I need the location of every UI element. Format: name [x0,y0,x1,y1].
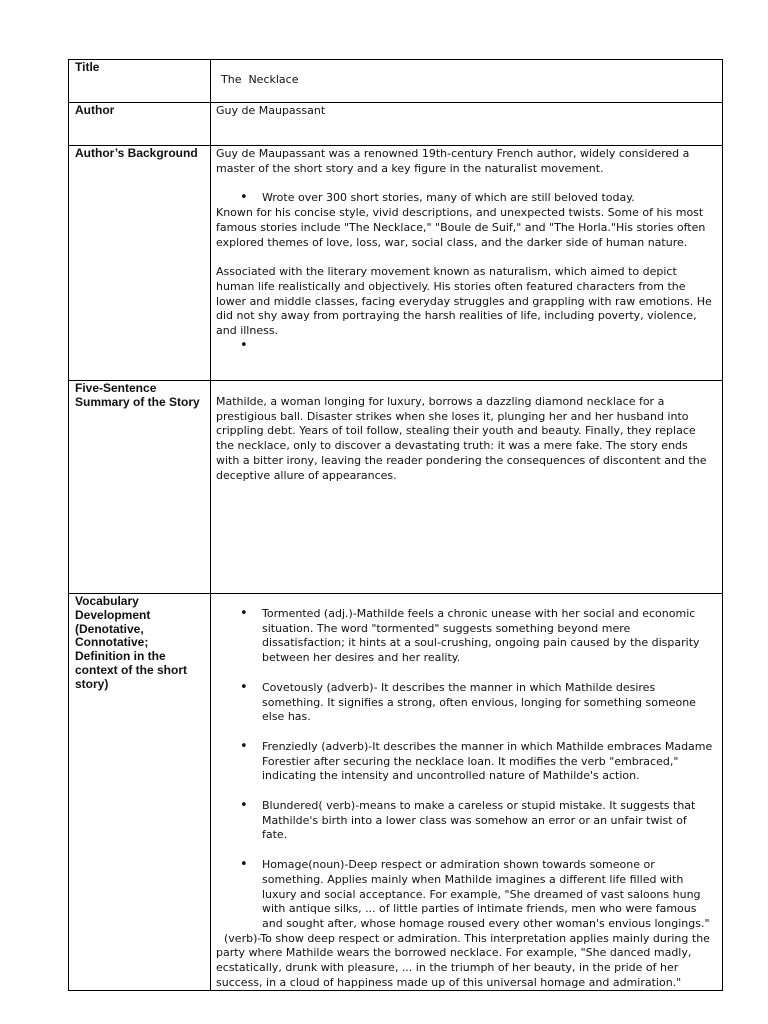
background-label: Author’s Background [69,146,211,381]
background-cell [211,146,723,381]
title-value: The Necklace [221,73,299,86]
summary-cell [211,381,723,594]
empty-bullet [216,339,714,354]
background-para-3: Associated with the literary movement known as naturalism, which aimed to depict human life realistically and objectively. His stories often featured characters from the lower and middle classes, facing everyday struggles and grappling with raw emotions. He did not shy away from portraying the harsh realities of life, including poverty, violence, and illness. [216,265,712,338]
title-value-cell [211,60,723,103]
background-para-2: Known for his concise style, vivid descriptions, and unexpected twists. Some of his most famous stories include "The Necklace," "Boule de Suif," and "The Horla."His stories often explored themes of love, loss, war, social class, and the darker side of human nature. [216,206,706,249]
background-row [69,146,723,381]
author-row [69,103,723,146]
author-value-cell [211,103,723,146]
background-bullet: • Wrote over 300 short stories, many of which are still beloved today. [216,191,714,206]
vocab-item: • Covetously (adverb)- It describes the manner in which Mathilde desires something. It signifies a strong, often envious, longing for something someone else has. [216,681,714,725]
vocab-list [216,594,714,932]
author-label: Author [69,103,211,146]
vocab-item: • Tormented (adj.)-Mathilde feels a chronic unease with her social and economic situation. The word "tormented" suggests something beyond mere dissatisfaction; it hints at a soul-crushing, ongoing pain caused by the disparity between her desires and her reality. [216,607,714,666]
background-intro: Guy de Maupassant was a renowned 19th-century French author, widely considered a master of the short story and a key figure in the naturalist movement. [216,147,690,175]
summary-text: Mathilde, a woman longing for luxury, borrows a dazzling diamond necklace for a prestigious ball. Disaster strikes when she loses it, plunging her and her husband into crippling debt. Years of toil follow, stealing their youth and beauty. Finally, they replace the necklace, only to discover a devastating truth: it was a mere fake. The story ends with a bitter irony, leaving the reader pondering the consequences of discontent and the deceptive allure of appearances. [216,395,707,482]
title-row [69,60,723,103]
title-label: Title [69,60,211,103]
summary-row [69,381,723,594]
author-value: Guy de Maupassant [216,104,326,117]
vocab-item: • Blundered( verb)-means to make a careless or stupid mistake. It suggests that Mathilde's birth into a lower class was somehow an error or an unfair twist of fate. [216,799,714,843]
vocab-label: Vocabulary Development (Denotative, Connotative; Definition in the context of the short story) [69,594,211,991]
vocab-cell [211,594,723,991]
vocab-row [69,594,723,991]
empty-bullet-list [216,339,714,354]
story-analysis-table [68,59,723,991]
vocab-item: • Homage(noun)-Deep respect or admiration shown towards someone or something. Applies mainly when Mathilde imagines a different life filled with luxury and social acceptance. For example, "She dreamed of vast saloons hung with antique silks, ... of little parties of intimate friends, men who were famous and sought after, whose homage roused every other woman's envious longings." [216,858,714,932]
summary-label: Five-Sentence Summary of the Story [69,381,211,594]
vocab-item: • Frenziedly (adverb)-It describes the manner in which Mathilde embraces Madame Forestier after securing the necklace loan. It modifies the verb "embraced," indicating the intensity and uncontrolled nature of Mathilde's action. [216,740,714,784]
background-bullets [216,191,714,206]
vocab-continuation: (verb)-To show deep respect or admiration. This interpretation applies mainly during the party where Mathilde wears the borrowed necklace. For example, "She danced madly, ecstatically, drunk with pleasure, ... in the triumph of her beauty, in the pride of her success, in a cloud of happiness made up of this universal homage and admiration." [216,931,710,989]
